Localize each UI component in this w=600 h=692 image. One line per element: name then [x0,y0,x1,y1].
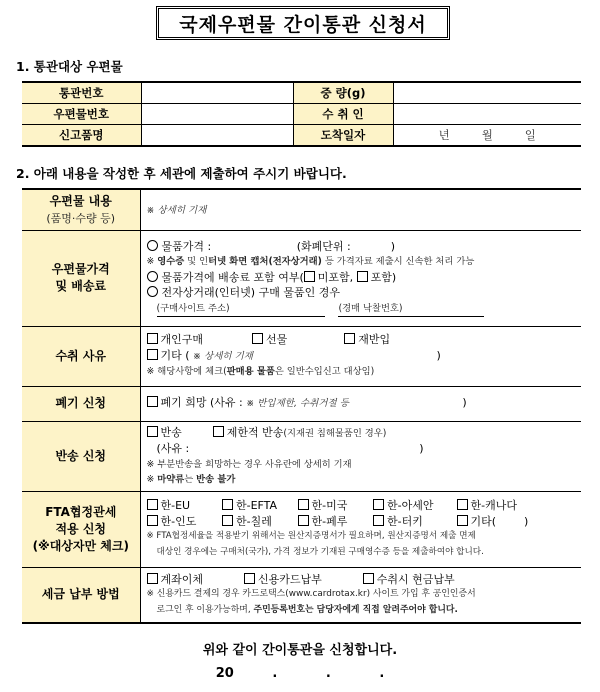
application-table [22,188,581,624]
reimport-checkbox[interactable] [344,333,355,344]
fta-canada-checkbox[interactable] [457,499,468,510]
label-arrival-date: 도착일자 [293,125,393,147]
label-fta: FTA협정관세 적용 신청 (※대상자만 체크) [22,491,140,567]
declared-item-field[interactable] [141,125,293,147]
shipping-included-radio[interactable] [147,271,158,282]
mail-info-table [22,81,581,147]
label-declared-item: 신고품명 [22,125,141,147]
credit-card-checkbox[interactable] [244,573,255,584]
content-field[interactable] [140,189,581,230]
date-day: 일 [524,128,536,142]
shipping-included-checkbox[interactable] [357,271,368,282]
fta-usa-checkbox[interactable] [298,499,309,510]
disposal-section: 폐기 희망 (사유 : ※ 반입제한, 수취거절 등 ) [140,386,581,421]
label-disposal: 폐기 신청 [22,386,140,421]
cash-on-receipt-checkbox[interactable] [363,573,374,584]
fta-other-checkbox[interactable] [457,515,468,526]
mail-number-field[interactable] [141,104,293,125]
price-radio[interactable] [147,240,158,251]
fta-chile-checkbox[interactable] [222,515,233,526]
other-reason-checkbox[interactable] [147,349,158,360]
content-hint: ※ 상세히 기재 [146,204,207,216]
application-date[interactable]: 20 . . . [215,666,385,681]
label-weight: 중 량(g) [293,82,393,104]
return-checkbox[interactable] [147,426,158,437]
return-section: 반송 제한적 반송(지재권 침해물품인 경우) (사유 : ) ※ 부분반송을 희망하는 경우 사유란에 상세히 기재 ※ 마약류는 반송 불가 [140,421,581,491]
ecommerce-radio[interactable] [147,286,158,297]
label-mail-number: 우편물번호 [22,104,141,125]
date-year-prefix: 20 [215,666,234,681]
receipt-reason-section: 개인구매 선물 재반입 기타 ( ※ 상세히 기재 ) ※ 해당사항에 체크(판매용 물품은 일반수입신고 대상임) [140,326,581,386]
fta-eu-checkbox[interactable] [147,499,158,510]
label-payment: 세금 납부 방법 [22,567,140,623]
fta-efta-checkbox[interactable] [222,499,233,510]
payment-section: 계좌이체 신용카드납부 수취시 현금납부 ※ 신용카드 결제의 경우 카드로택스(www.cardrotax.kr) 사이트 가입 후 공인인증서 로그인 후 이용가능하며, 주민등록번호는 담당자에게 직접 알려주어야 합니다. [140,567,581,623]
section2-heading: 2. 아래 내용을 작성한 후 세관에 제출하여 주시기 바랍니다. [16,166,347,181]
disposal-checkbox[interactable] [147,396,158,407]
label-customs-number: 통관번호 [22,82,141,104]
bank-transfer-checkbox[interactable] [147,573,158,584]
recipient-field[interactable] [393,104,581,125]
label-receipt-reason: 수취 사유 [22,326,140,386]
application-statement: 위와 같이 간이통관을 신청합니다. [202,643,398,658]
label-recipient: 수 취 인 [293,104,393,125]
fta-india-checkbox[interactable] [147,515,158,526]
limited-return-checkbox[interactable] [213,426,224,437]
fta-section: 한-EU 한-EFTA 한-미국 한-아세안 한-캐나다 한-인도 한-칠레 한-페루 한-터키 기타( ) ※ FTA협정세율을 적용받기 위해서는 원산지증명서가 필요하며, 원산지증명서 제출 면제 대상인 경우에는 구매처(국가), 가격 정보가 기재된 구매영수증 등을 제출하여야 합니다. [140,491,581,567]
personal-purchase-checkbox[interactable] [147,333,158,344]
site-address-field[interactable]: (구매사이트 주소) [157,301,325,318]
customs-number-field[interactable] [141,82,293,104]
fta-asean-checkbox[interactable] [373,499,384,510]
label-content: 우편물 내용 (품명·수량 등) [22,189,140,230]
gift-checkbox[interactable] [252,333,263,344]
label-price: 우편물가격 및 배송료 [22,230,140,326]
form-title: 국제우편물 간이통관 신청서 [156,6,450,40]
date-year: 년 [438,128,450,142]
arrival-date-field[interactable] [393,125,581,147]
fta-turkey-checkbox[interactable] [373,515,384,526]
section1-heading: 1. 통관대상 우편물 [16,59,123,74]
date-month: 월 [481,128,493,142]
label-return: 반송 신청 [22,421,140,491]
fta-peru-checkbox[interactable] [298,515,309,526]
shipping-excluded-checkbox[interactable] [304,271,315,282]
weight-field[interactable] [393,82,581,104]
price-section: 물품가격 : (화폐단위 : ) ※ 영수증 및 인터넷 화면 캡처(전자상거래) 등 가격자료 제출시 신속한 처리 가능 물품가격에 배송료 포함 여부( 미포함, 포함) 전자상거래(인터넷) 구매 물품인 경우 (구매사이트 주소) (경매 낙찰번호) [140,230,581,326]
auction-number-field[interactable]: (경매 낙찰번호) [338,301,484,318]
